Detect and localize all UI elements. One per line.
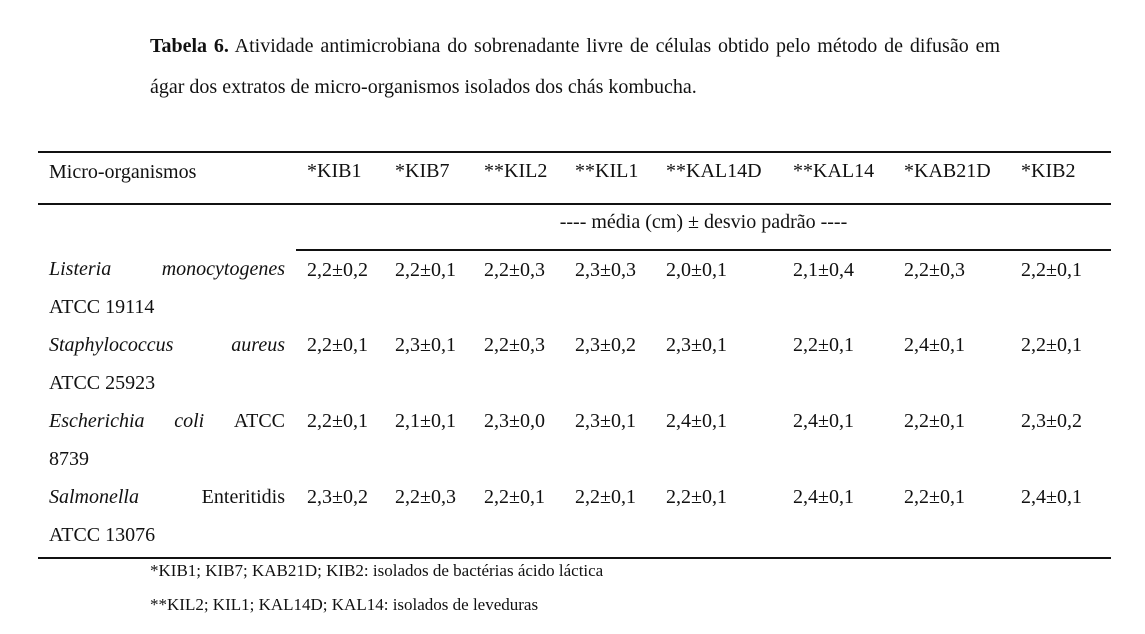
subheader-spacer xyxy=(38,204,296,250)
table-row xyxy=(38,326,1111,402)
organism-species: aureus xyxy=(231,334,285,356)
organism-strain: 8739 xyxy=(49,448,89,470)
subheader-row xyxy=(38,204,1111,250)
value-cell: 2,2±0,1 xyxy=(655,478,782,558)
header-cell: *KAB21D xyxy=(893,152,1010,204)
value-cell: 2,2±0,3 xyxy=(904,259,965,281)
value-cell: 2,2±0,1 xyxy=(395,259,456,281)
value-cell: 2,3±0,2 xyxy=(1021,410,1082,432)
value-cell: 2,3±0,1 xyxy=(575,410,636,432)
organism-genus: Escherichia xyxy=(49,410,145,432)
table-row xyxy=(38,478,1111,558)
value-cell: 2,3±0,2 xyxy=(575,334,636,356)
footnote-bacteria: *KIB1; KIB7; KAB21D; KIB2: isolados de bactérias ácido láctica xyxy=(150,561,604,580)
organism-genus: Listeria xyxy=(49,258,112,280)
value-cell: 2,2±0,1 xyxy=(473,478,564,558)
organism-cell xyxy=(38,250,296,326)
organism-genus: Salmonella xyxy=(49,486,139,508)
header-cell: **KAL14D xyxy=(655,152,782,204)
organism-cell xyxy=(38,402,296,478)
value-cell: 2,2±0,1 xyxy=(793,334,854,356)
table-caption xyxy=(150,26,1000,108)
organism-strain: ATCC 13076 xyxy=(49,524,156,546)
footnote-yeasts: **KIL2; KIL1; KAL14D; KAL14: isolados de leveduras xyxy=(150,595,539,614)
value-cell: 2,2±0,1 xyxy=(904,410,965,432)
value-cell: 2,1±0,1 xyxy=(395,410,456,432)
organism-cell xyxy=(38,326,296,402)
value-cell: 2,2±0,1 xyxy=(564,478,655,558)
value-cell: 2,3±0,3 xyxy=(575,259,636,281)
value-cell: 2,0±0,1 xyxy=(666,259,727,281)
results-table xyxy=(38,151,1111,559)
value-cell: 2,3±0,1 xyxy=(666,334,727,356)
header-cell: **KIL2 xyxy=(473,152,564,204)
value-cell: 2,1±0,4 xyxy=(793,259,854,281)
header-row xyxy=(38,152,1111,204)
value-cell: 2,3±0,1 xyxy=(395,334,456,356)
subheader-cell: ---- média (cm) ± desvio padrão ---- xyxy=(296,204,1111,250)
value-cell: 2,2±0,3 xyxy=(484,259,545,281)
header-cell: **KAL14 xyxy=(782,152,893,204)
caption-label: Tabela 6. xyxy=(150,35,229,57)
organism-cell xyxy=(38,478,296,558)
value-cell: 2,4±0,1 xyxy=(904,334,965,356)
header-cell: *KIB1 xyxy=(296,152,384,204)
value-cell: 2,2±0,1 xyxy=(893,478,1010,558)
organism-genus: Staphylococcus xyxy=(49,334,174,356)
value-cell: 2,3±0,0 xyxy=(484,410,545,432)
organism-species: coli xyxy=(174,410,205,432)
organism-strain: ATCC 25923 xyxy=(49,372,156,394)
value-cell: 2,2±0,2 xyxy=(307,259,368,281)
organism-serovar: Enteritidis xyxy=(201,486,285,508)
organism-strain: ATCC 19114 xyxy=(49,296,155,318)
table-row xyxy=(38,402,1111,478)
value-cell: 2,4±0,1 xyxy=(666,410,727,432)
value-cell: 2,2±0,1 xyxy=(307,410,368,432)
value-cell: 2,2±0,3 xyxy=(484,334,545,356)
organism-strain-prefix: ATCC xyxy=(233,410,285,432)
value-cell: 2,2±0,3 xyxy=(384,478,473,558)
header-cell: **KIL1 xyxy=(564,152,655,204)
organism-species: monocytogenes xyxy=(161,258,285,280)
value-cell: 2,3±0,2 xyxy=(296,478,384,558)
value-cell: 2,4±0,1 xyxy=(782,478,893,558)
header-cell: *KIB7 xyxy=(384,152,473,204)
caption-text: Atividade antimicrobiana do sobrenadante livre de células obtido pelo método de difusão em ágar dos extratos de micro-organismos isolados dos chás kombucha. xyxy=(150,35,1000,98)
value-cell: 2,2±0,1 xyxy=(1021,334,1082,356)
value-cell: 2,4±0,1 xyxy=(1010,478,1111,558)
value-cell: 2,4±0,1 xyxy=(793,410,854,432)
value-cell: 2,2±0,1 xyxy=(1021,259,1082,281)
header-cell: Micro-organismos xyxy=(38,152,296,204)
header-cell: *KIB2 xyxy=(1010,152,1111,204)
value-cell: 2,2±0,1 xyxy=(307,334,368,356)
table-row xyxy=(38,250,1111,326)
